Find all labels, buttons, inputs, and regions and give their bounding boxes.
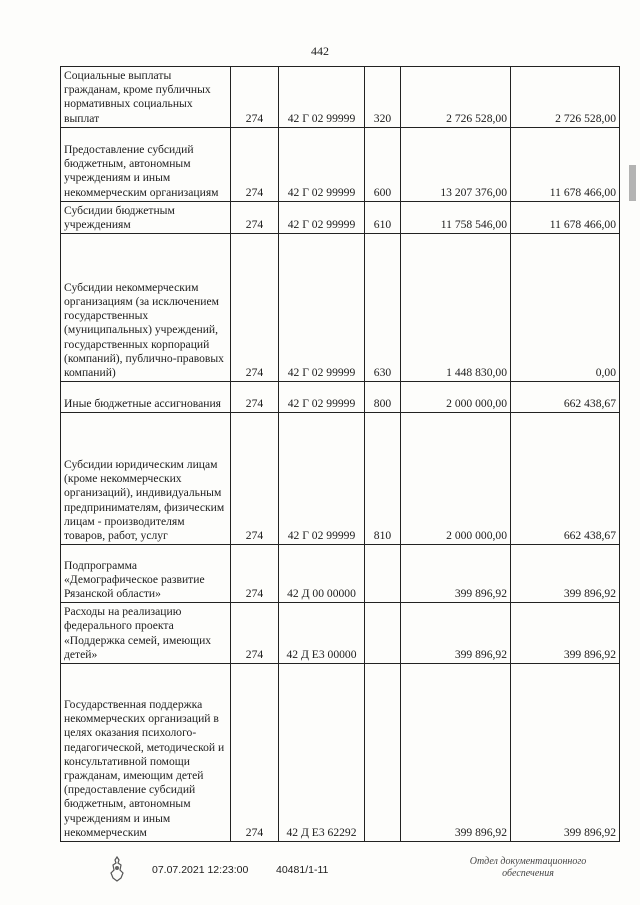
footer-department: Отдел документационного обеспечения	[469, 856, 587, 879]
row-target-article: 42 Д 00 00000	[279, 545, 365, 603]
row-code: 274	[231, 201, 279, 233]
row-expense-type: 610	[365, 201, 401, 233]
table-row	[61, 603, 620, 664]
budget-table	[60, 66, 620, 842]
row-expense-type: 800	[365, 382, 401, 413]
table-row	[61, 664, 620, 842]
table-row	[61, 413, 620, 545]
row-sum-planned: 399 896,92	[401, 545, 511, 603]
row-name: Расходы на реализацию федерального проекта «Поддержка семей, имеющих детей»	[61, 603, 231, 664]
coat-of-arms-icon	[108, 856, 126, 882]
table-row	[61, 382, 620, 413]
row-name: Субсидии юридическим лицам (кроме некоммерческих организаций), индивидуальным предпринимателям, физическим лицам - производителям товаров, работ, услуг	[61, 413, 231, 545]
row-name: Предоставление субсидий бюджетным, автономным учреждениям и иным некоммерческим организациям	[61, 127, 231, 201]
row-target-article: 42 Г 02 99999	[279, 382, 365, 413]
row-code: 274	[231, 67, 279, 128]
row-sum-planned: 2 726 528,00	[401, 67, 511, 128]
table-row	[61, 545, 620, 603]
footer-datetime: 07.07.2021 12:23:00	[152, 864, 249, 876]
row-sum-planned: 399 896,92	[401, 603, 511, 664]
row-target-article: 42 Г 02 99999	[279, 201, 365, 233]
row-sum-executed: 399 896,92	[511, 664, 620, 842]
row-name: Субсидии некоммерческим организациям (за исключением государственных (муниципальных) учреждений, государственных корпораций (компаний), публично-правовых компаний)	[61, 234, 231, 382]
row-expense-type: 630	[365, 234, 401, 382]
row-target-article: 42 Д Е3 00000	[279, 603, 365, 664]
row-code: 274	[231, 127, 279, 201]
row-expense-type: 320	[365, 67, 401, 128]
row-target-article: 42 Г 02 99999	[279, 67, 365, 128]
row-code: 274	[231, 234, 279, 382]
row-sum-executed: 399 896,92	[511, 545, 620, 603]
table-row	[61, 201, 620, 233]
row-expense-type	[365, 664, 401, 842]
row-target-article: 42 Г 02 99999	[279, 413, 365, 545]
row-target-article: 42 Д Е3 62292	[279, 664, 365, 842]
table-row	[61, 127, 620, 201]
row-expense-type: 810	[365, 413, 401, 545]
row-target-article: 42 Г 02 99999	[279, 234, 365, 382]
row-sum-executed: 2 726 528,00	[511, 67, 620, 128]
scan-margin-mark	[629, 165, 636, 201]
row-code: 274	[231, 382, 279, 413]
table-row	[61, 234, 620, 382]
row-sum-executed: 662 438,67	[511, 413, 620, 545]
row-sum-planned: 2 000 000,00	[401, 382, 511, 413]
row-sum-executed: 0,00	[511, 234, 620, 382]
row-sum-executed: 11 678 466,00	[511, 127, 620, 201]
footer-doc-number: 40481/1-11	[276, 864, 329, 876]
row-sum-planned: 13 207 376,00	[401, 127, 511, 201]
row-sum-executed: 11 678 466,00	[511, 201, 620, 233]
row-name: Государственная поддержка некоммерческих организаций в целях оказания психолого-педагогической, методической и консультативной помощи гражданам, имеющим детей (предоставление субсидий бюджетным, автономным учреждениям и иным некоммерческим	[61, 664, 231, 842]
row-name: Социальные выплаты гражданам, кроме публичных нормативных социальных выплат	[61, 67, 231, 128]
row-code: 274	[231, 413, 279, 545]
row-code: 274	[231, 545, 279, 603]
row-name: Подпрограмма «Демографическое развитие Рязанской области»	[61, 545, 231, 603]
row-sum-planned: 2 000 000,00	[401, 413, 511, 545]
row-code: 274	[231, 603, 279, 664]
row-expense-type	[365, 603, 401, 664]
row-sum-executed: 662 438,67	[511, 382, 620, 413]
row-expense-type: 600	[365, 127, 401, 201]
row-sum-executed: 399 896,92	[511, 603, 620, 664]
row-expense-type	[365, 545, 401, 603]
row-name: Иные бюджетные ассигнования	[61, 382, 231, 413]
row-target-article: 42 Г 02 99999	[279, 127, 365, 201]
row-code: 274	[231, 664, 279, 842]
page-number: 442	[311, 44, 329, 58]
table-row	[61, 67, 620, 128]
row-name: Субсидии бюджетным учреждениям	[61, 201, 231, 233]
row-sum-planned: 399 896,92	[401, 664, 511, 842]
row-sum-planned: 11 758 546,00	[401, 201, 511, 233]
row-sum-planned: 1 448 830,00	[401, 234, 511, 382]
